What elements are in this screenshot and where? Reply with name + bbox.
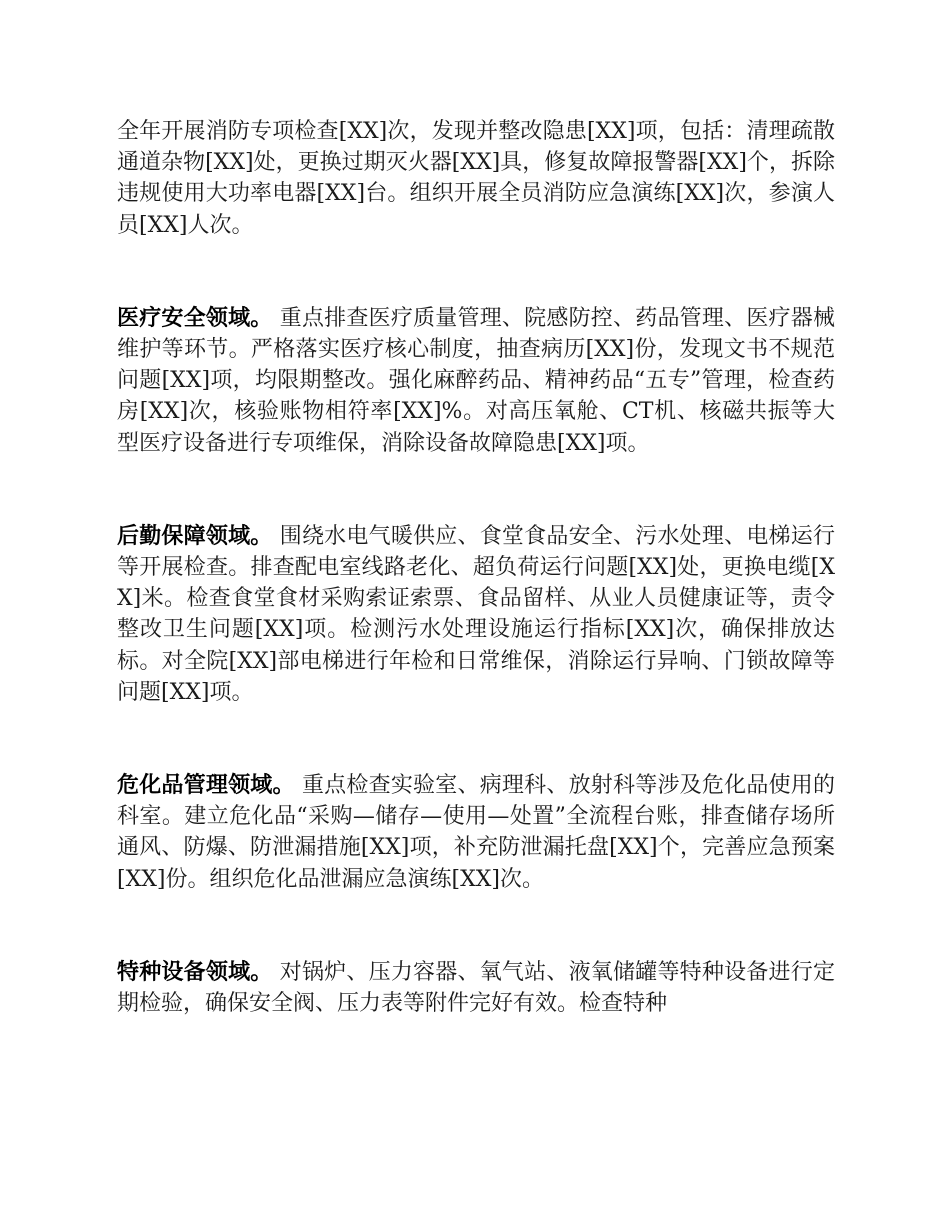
section-body: 重点排查医疗质量管理、院感防控、药品管理、医疗器械维护等环节。严格落实医疗核心制度，抽查病历[XX]份，发现文书不规范问题[XX]项，均限期整改。强化麻醉药品、精神药品“五专”管理，检查药房[XX]次，核验账物相符率[XX]%。对高压氧舱、CT机、核磁共振等大型医疗设备进行专项维保，消除设备故障隐患[XX]项。 bbox=[117, 305, 835, 456]
section-special-equipment bbox=[117, 957, 835, 1019]
section-body: 重点检查实验室、病理科、放射科等涉及危化品使用的科室。建立危化品“采购—储存—使用—处置”全流程台账，排查储存场所通风、防爆、防泄漏措施[XX]项，补充防泄漏托盘[XX]个，完善应急预案[XX]份。组织危化品泄漏应急演练[XX]次。 bbox=[117, 773, 835, 892]
section-body: 对锅炉、压力容器、氧气站、液氧储罐等特种设备进行定期检验，确保安全阀、压力表等附件完好有效。检查特种 bbox=[117, 959, 835, 1017]
section-heading: 特种设备领域。 bbox=[117, 959, 273, 985]
section-hazardous-chemicals bbox=[117, 770, 835, 895]
section-medical-safety bbox=[117, 303, 835, 459]
section-logistics bbox=[117, 521, 835, 708]
section-heading: 医疗安全领域。 bbox=[117, 305, 273, 331]
section-heading: 危化品管理领域。 bbox=[117, 773, 295, 799]
section-heading: 后勤保障领域。 bbox=[117, 523, 273, 549]
document-page bbox=[117, 116, 835, 1081]
section-body: 围绕水电气暖供应、食堂食品安全、污水处理、电梯运行等开展检查。排查配电室线路老化、超负荷运行问题[XX]处，更换电缆[XX]米。检查食堂食材采购索证索票、食品留样、从业人员健康证等，责令整改卫生问题[XX]项。检测污水处理设施运行指标[XX]次，确保排放达标。对全院[XX]部电梯进行年检和日常维保，消除运行异响、门锁故障等问题[XX]项。 bbox=[117, 523, 835, 705]
intro-paragraph: 全年开展消防专项检查[XX]次，发现并整改隐患[XX]项，包括：清理疏散通道杂物[XX]处，更换过期灭火器[XX]具，修复故障报警器[XX]个，拆除违规使用大功率电器[XX]台。组织开展全员消防应急演练[XX]次，参演人员[XX]人次。 bbox=[117, 119, 835, 238]
